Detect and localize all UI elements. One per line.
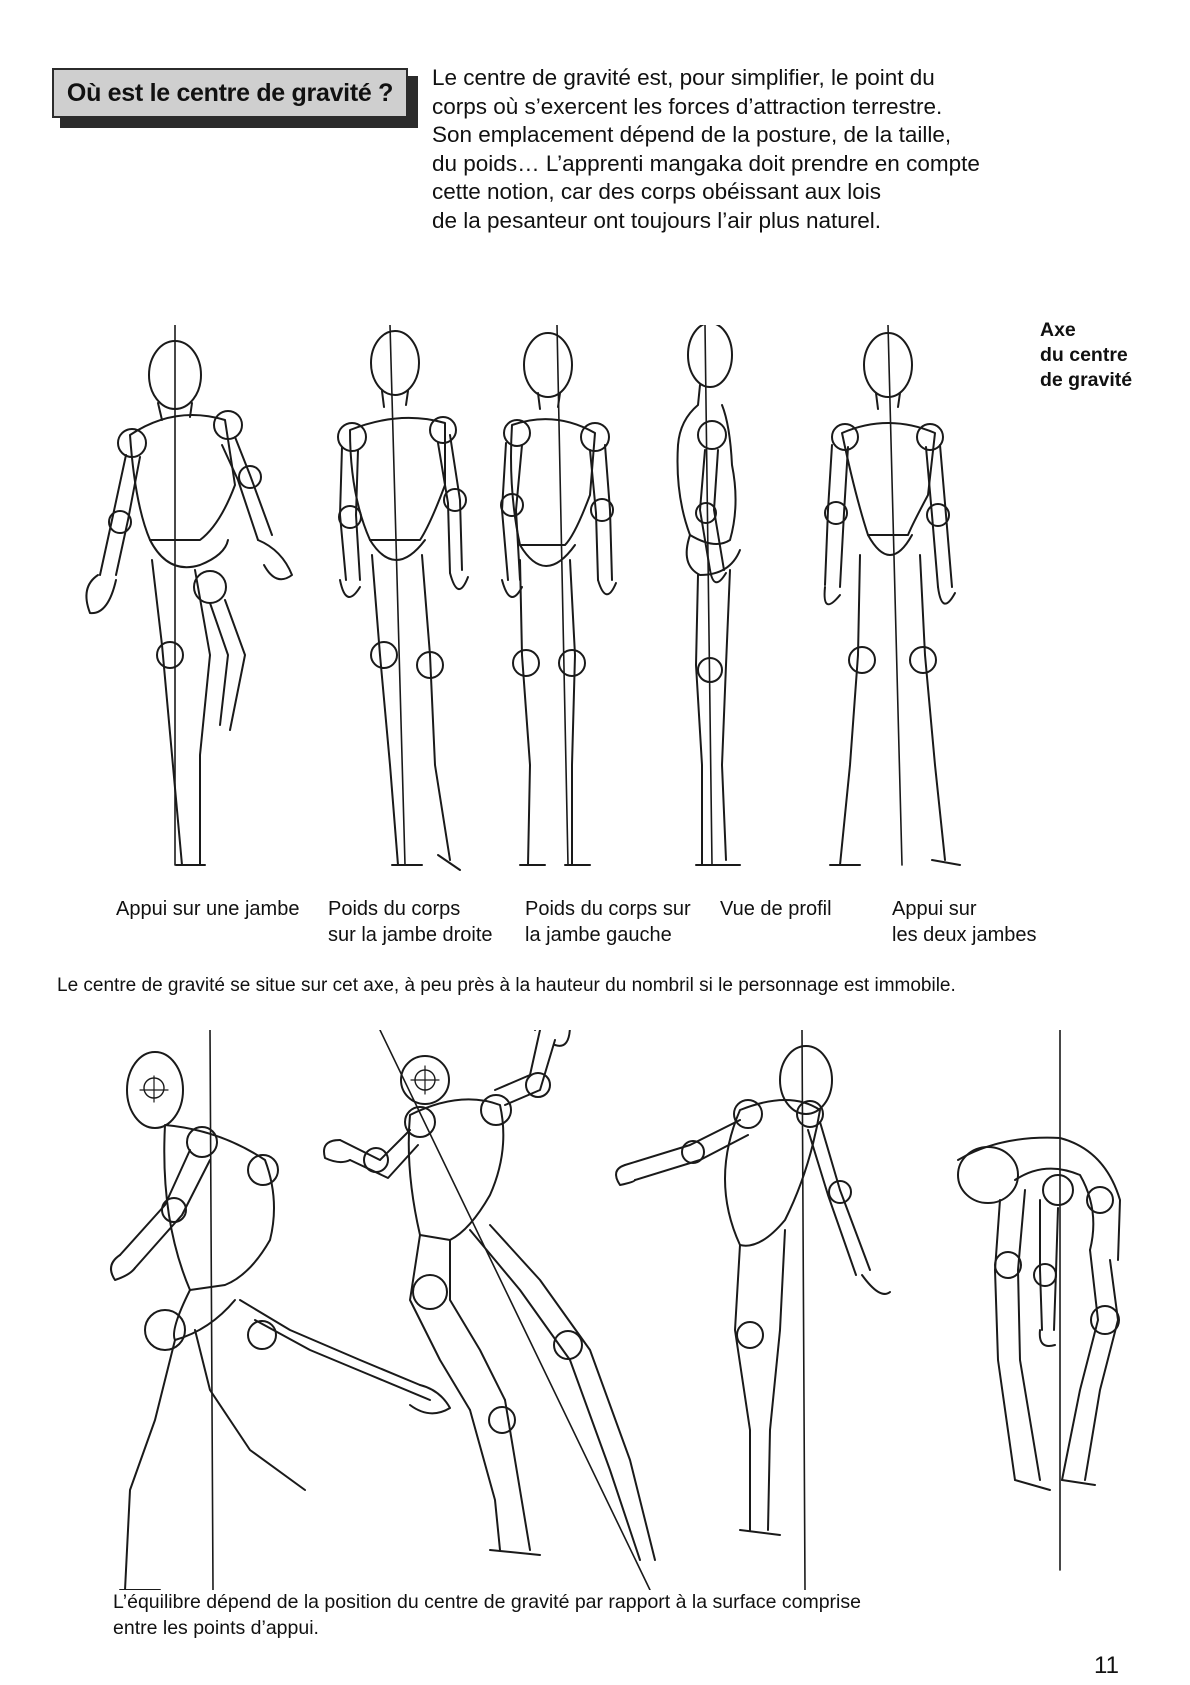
caption-line: sur la jambe droite: [328, 924, 493, 946]
figure-both-legs: [825, 325, 976, 865]
figure-lunge: [111, 1030, 450, 1590]
figure-leaning: [616, 1030, 890, 1590]
figure-right-leg: [338, 325, 468, 870]
caption-line: Poids du corps sur: [525, 898, 691, 920]
axis-label-line: Axe: [1040, 319, 1076, 341]
axis-label-line: de gravité: [1040, 369, 1133, 391]
caption-right-leg: [328, 896, 493, 948]
intro-line: Son emplacement dépend de la posture, de la taille,: [432, 122, 952, 147]
standing-figures-illustration: [50, 325, 1140, 885]
intro-line: de la pesanteur ont toujours l’air plus naturel.: [432, 207, 882, 233]
caption-line: Appui sur: [892, 898, 977, 920]
balance-explanation: [113, 1589, 861, 1641]
intro-line: cette notion, car des corps obéissant aux lois: [432, 179, 882, 204]
bottom-line: L’équilibre dépend de la position du centre de gravité par rapport à la surface comprise: [113, 1591, 861, 1613]
figure-one-leg: [86, 325, 292, 865]
figure-left-leg: [501, 325, 616, 865]
caption-left-leg: [525, 896, 691, 948]
axis-explanation: Le centre de gravité se situe sur cet axe, à peu près à la hauteur du nombril si le personnage est immobile.: [57, 975, 956, 996]
intro-line: corps où s’exercent les forces d’attraction terrestre.: [432, 93, 943, 119]
section-title: Où est le centre de gravité ?: [66, 78, 394, 107]
page-number: 11: [1094, 1652, 1119, 1679]
title-face: [52, 68, 408, 118]
figure-running: [324, 1030, 655, 1590]
intro-paragraph: [432, 64, 1092, 235]
figure-profile: [678, 325, 741, 865]
caption-one-leg: [116, 896, 299, 922]
caption-line: Poids du corps: [328, 898, 461, 920]
caption-line: la jambe gauche: [525, 924, 672, 946]
caption-line: Vue de profil: [720, 898, 832, 920]
caption-line: les deux jambes: [892, 924, 1037, 946]
axis-label-line: du centre: [1040, 344, 1128, 366]
dynamic-figures-illustration: [50, 1030, 1140, 1590]
section-title-box: [52, 68, 418, 128]
caption-line: Appui sur une jambe: [116, 898, 300, 920]
intro-line: du poids… L’apprenti mangaka doit prendre en compte: [432, 150, 980, 176]
figure-bending: [958, 1030, 1120, 1570]
intro-line: Le centre de gravité est, pour simplifier, le point du: [432, 65, 935, 90]
bottom-line: entre les points d’appui.: [113, 1617, 319, 1639]
caption-both-legs: [892, 896, 1037, 948]
caption-profile: [720, 896, 832, 922]
